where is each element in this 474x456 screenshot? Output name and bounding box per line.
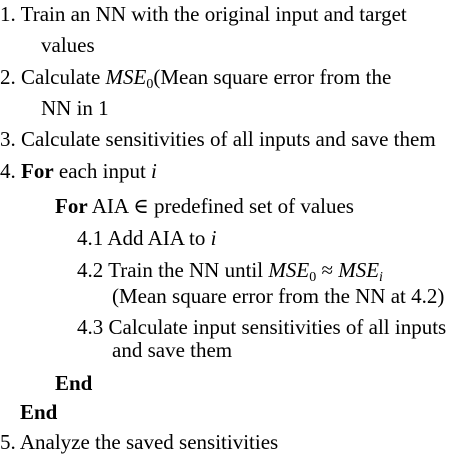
step-2-line-1 [0, 65, 391, 97]
step-4-3-text-continued: and save them [112, 338, 233, 362]
step-4-2-text: Train the NN until [108, 258, 264, 282]
mse-base: MSE [338, 258, 380, 282]
inner-loop-keyword: For [55, 194, 88, 218]
step-4-number: 4. [0, 159, 16, 183]
step-2-text: Calculate [21, 65, 101, 89]
inner-loop-line [55, 194, 354, 218]
mse-subscript: 0 [309, 270, 317, 285]
approx-symbol: ≈ [321, 258, 333, 282]
step-4-2-line-2 [112, 284, 444, 308]
mse-base: MSE [105, 65, 147, 89]
step-3-text: Calculate sensitivities of all inputs and save them [21, 127, 436, 151]
step-4-line [0, 159, 157, 183]
inner-loop-text: AIA ∈ predefined set of values [91, 194, 354, 218]
step-4-3-line-1 [77, 315, 446, 339]
step-2-text-paren: (Mean square error from the [153, 65, 392, 89]
mse-subscript: i [379, 270, 383, 285]
step-4-2-number: 4.2 [77, 258, 104, 282]
step-4-2-msei-symbol [338, 258, 383, 285]
step-4-1-line [77, 226, 216, 250]
step-2-line-2 [41, 96, 109, 120]
step-4-2-mse0-symbol [268, 258, 317, 285]
step-4-2-text-continued: (Mean square error from the NN at 4.2) [112, 284, 445, 308]
step-4-3-line-2 [112, 338, 232, 362]
step-2-text-continued: NN in 1 [41, 96, 109, 120]
mse-subscript: 0 [146, 77, 154, 92]
step-4-variable: i [151, 159, 157, 183]
step-4-text: each input [58, 159, 146, 183]
step-5-line [0, 430, 278, 454]
step-4-1-number: 4.1 [77, 226, 104, 250]
step-5-text: Analyze the saved sensitivities [19, 430, 279, 454]
step-4-1-text: Add AIA to [107, 226, 206, 250]
step-4-1-variable: i [210, 226, 217, 250]
step-1-text: Train an NN with the original input and target [20, 2, 407, 26]
step-1-number: 1. [0, 2, 16, 26]
end-inner-loop: End [55, 371, 93, 395]
step-2-mse-symbol [105, 65, 154, 92]
step-1-line-1 [0, 2, 407, 26]
step-1-text-continued: values [41, 33, 95, 57]
step-4-3-number: 4.3 [77, 315, 104, 339]
step-4-3-text: Calculate input sensitivities of all inputs [108, 315, 447, 339]
step-3-line [0, 127, 436, 151]
mse-base: MSE [268, 258, 310, 282]
step-3-number: 3. [0, 127, 16, 151]
end-outer-loop: End [20, 400, 58, 424]
step-4-keyword: For [21, 159, 54, 183]
step-1-line-2 [41, 33, 95, 57]
step-2-number: 2. [0, 65, 16, 89]
step-5-number: 5. [0, 430, 16, 454]
